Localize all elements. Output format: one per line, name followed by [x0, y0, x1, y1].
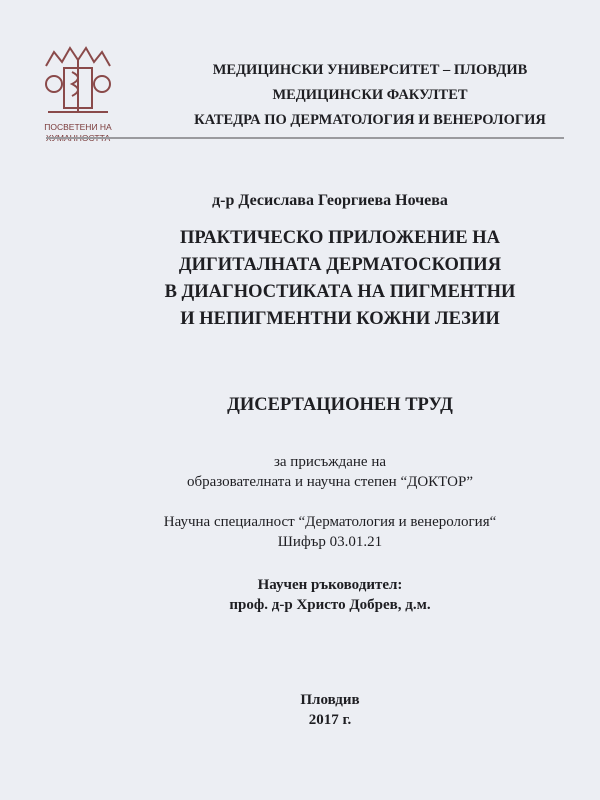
title-line: И НЕПИГМЕНТНИ КОЖНИ ЛЕЗИИ: [180, 309, 500, 329]
award-line2: образователната и научна степен “ДОКТОР”: [187, 474, 473, 490]
document-type: ДИСЕРТАЦИОНЕН ТРУД: [227, 395, 453, 415]
faculty-name: МЕДИЦИНСКИ ФАКУЛТЕТ: [272, 87, 468, 103]
title-line: ДИГИТАЛНАТА ДЕРМАТОСКОПИЯ: [178, 255, 502, 275]
specialty-code: Шифър 03.01.21: [277, 534, 383, 550]
year: 2017 г.: [308, 712, 352, 728]
title-line: ПРАКТИЧЕСКО ПРИЛОЖЕНИЕ НА: [180, 228, 500, 248]
header-divider: [46, 137, 564, 139]
department-name: КАТЕДРА ПО ДЕРМАТОЛОГИЯ И ВЕНЕРОЛОГИЯ: [194, 112, 546, 128]
supervisor-name: проф. д-р Христо Добрев, д.м.: [229, 597, 431, 613]
specialty: Научна специалност “Дерматология и венерология“: [163, 514, 497, 530]
award-line1: за присъждане на: [273, 454, 387, 470]
author-name: д-р Десислава Георгиева Ночева: [212, 192, 448, 209]
title-line: В ДИАГНОСТИКАТА НА ПИГМЕНТНИ: [164, 282, 516, 302]
university-name: МЕДИЦИНСКИ УНИВЕРСИТЕТ – ПЛОВДИВ: [212, 62, 528, 78]
dissertation-title: [80, 225, 600, 333]
university-logo: [42, 42, 114, 118]
city: Пловдив: [300, 692, 360, 708]
logo-motto-line1: ПОСВЕТЕНИ НА: [44, 122, 112, 132]
supervisor-label: Научен ръководител:: [257, 577, 403, 593]
